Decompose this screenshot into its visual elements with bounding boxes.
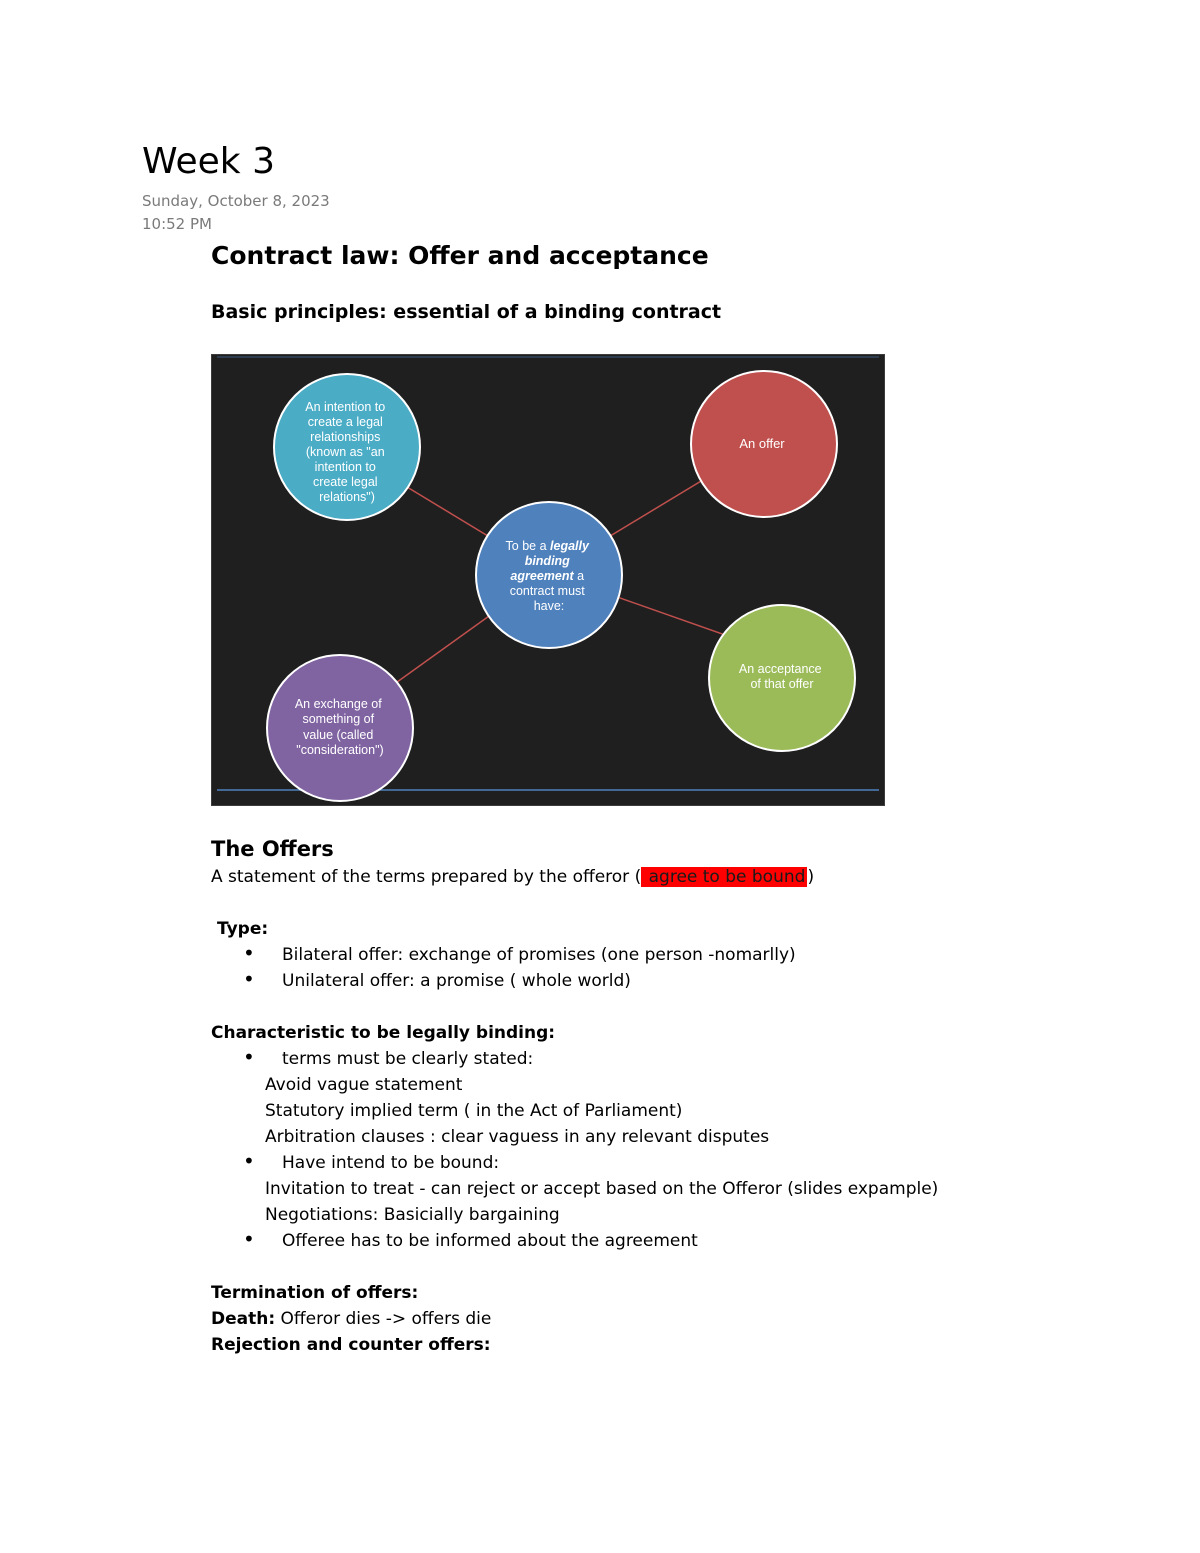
node-consideration-label: An exchange of something of value (called "consideration") <box>294 697 384 757</box>
list-item: • terms must be clearly stated: <box>211 1046 938 1072</box>
list-item: • Have intend to be bound: <box>211 1150 938 1176</box>
node-offer <box>691 371 837 517</box>
page-date: Sunday, October 8, 2023 <box>142 192 330 210</box>
characteristics-list-2 <box>211 1150 938 1176</box>
highlighted-phrase: agree to be bound <box>643 867 806 887</box>
section-subheading: Basic principles: essential of a binding contract <box>211 301 722 323</box>
characteristics-list-3 <box>211 1228 938 1254</box>
type-list <box>211 942 938 994</box>
node-center <box>476 502 622 648</box>
content-header <box>211 240 1111 324</box>
node-intention <box>274 374 420 520</box>
offers-definition-text: A statement of the terms prepared by the offeror ( <box>211 867 642 887</box>
node-acceptance <box>709 605 855 751</box>
characteristics-title: Characteristic to be legally binding: <box>211 1023 556 1043</box>
sub-line: Avoid vague statement <box>265 1075 463 1095</box>
sub-line: Statutory implied term ( in the Act of Parliament) <box>265 1101 683 1121</box>
node-offer-label: An offer <box>739 436 785 451</box>
termination-death <box>211 1306 938 1332</box>
sub-line: Negotiations: Basicially bargaining <box>265 1205 560 1225</box>
offers-definition <box>211 864 938 890</box>
list-item: • Bilateral offer: exchange of promises (one person -nomarlly) <box>211 942 938 968</box>
termination-title: Termination of offers: <box>211 1283 419 1303</box>
concept-diagram <box>211 354 885 806</box>
list-item: • Offeree has to be informed about the agreement <box>211 1228 938 1254</box>
termination-rejection: Rejection and counter offers: <box>211 1335 491 1355</box>
page-time: 10:52 PM <box>142 215 212 233</box>
node-consideration <box>267 655 413 801</box>
node-intention-label: An intention to create a legal relationships (known as "an intention to create legal relations") <box>305 400 386 504</box>
death-text: Offeror dies -> offers die <box>275 1309 492 1329</box>
node-acceptance-label: An acceptance of that offer <box>738 662 822 691</box>
death-label: Death: <box>211 1309 276 1329</box>
diagram-svg <box>212 355 884 805</box>
offers-section <box>211 836 938 1358</box>
offers-definition-end: ) <box>807 867 815 887</box>
offers-title: The Offers <box>211 837 334 861</box>
characteristics-list <box>211 1046 938 1072</box>
section-heading: Contract law: Offer and acceptance <box>211 241 709 270</box>
node-center-label: To be a legally binding agreement a contract must have: <box>505 539 589 613</box>
type-label: Type: <box>217 919 269 939</box>
sub-line: Arbitration clauses : clear vaguess in any relevant disputes <box>265 1127 770 1147</box>
page-title: Week 3 <box>142 141 275 182</box>
sub-line: Invitation to treat - can reject or accept based on the Offeror (slides expample) <box>265 1179 939 1199</box>
list-item: • Unilateral offer: a promise ( whole world) <box>211 968 938 994</box>
